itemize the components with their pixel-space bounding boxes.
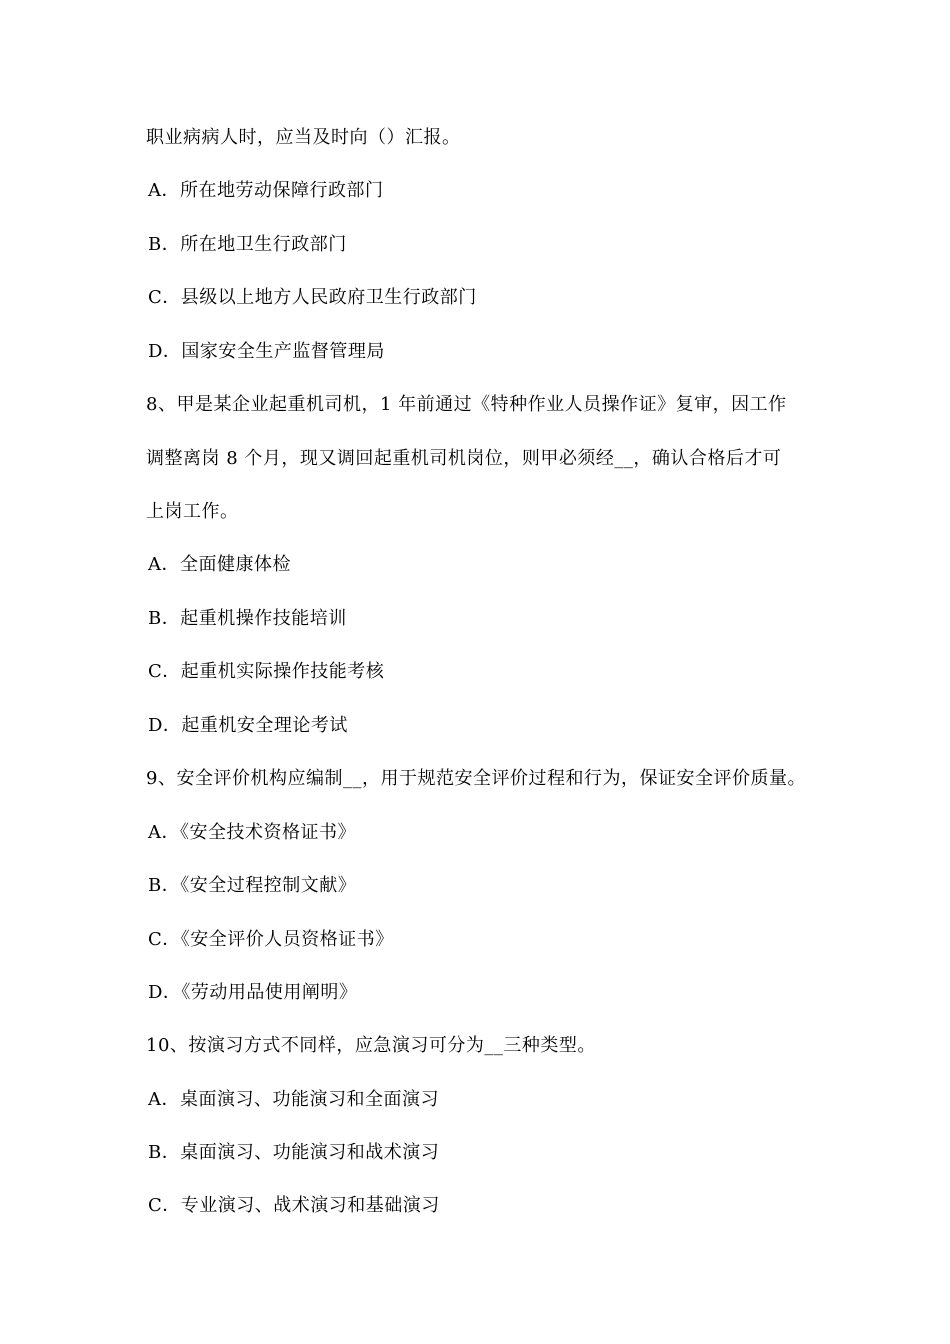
q7-option-a: A．所在地劳动保障行政部门 — [148, 180, 384, 201]
q7-option-b: B．所在地卫生行政部门 — [148, 234, 347, 255]
question-8-stem-line-3: 上岗工作。 — [146, 501, 239, 522]
question-10-stem: 10、按演习方式不同样，应急演习可分为__三种类型。 — [146, 1035, 596, 1056]
q10-option-c: C．专业演习、战术演习和基础演习 — [148, 1195, 440, 1216]
q8-option-c: C．起重机实际操作技能考核 — [148, 661, 385, 682]
question-7-stem-tail: 职业病病人时，应当及时向（）汇报。 — [146, 127, 461, 148]
q9-option-b: B．《安全过程控制文献》 — [148, 875, 357, 896]
q9-option-a: A．《安全技术资格证书》 — [148, 822, 356, 843]
q8-option-b: B．起重机操作技能培训 — [148, 608, 347, 629]
question-9-stem: 9、安全评价机构应编制__，用于规范安全评价过程和行为，保证安全评价质量。 — [146, 768, 806, 789]
q10-option-b: B．桌面演习、功能演习和战术演习 — [148, 1142, 440, 1163]
q8-option-a: A．全面健康体检 — [148, 554, 291, 575]
q7-option-d: D．国家安全生产监督管理局 — [148, 341, 385, 362]
q9-option-c: C．《安全评价人员资格证书》 — [148, 929, 394, 950]
q7-option-c: C．县级以上地方人民政府卫生行政部门 — [148, 287, 477, 308]
q9-option-d: D．《劳动用品使用阐明》 — [148, 982, 358, 1003]
question-8-stem-line-2: 调整离岗 8 个月，现又调回起重机司机岗位，则甲必须经__，确认合格后才可 — [146, 448, 782, 469]
q10-option-a: A．桌面演习、功能演习和全面演习 — [148, 1089, 439, 1110]
question-8-stem-line-1: 8、甲是某企业起重机司机，1 年前通过《特种作业人员操作证》复审，因工作 — [146, 394, 787, 415]
q8-option-d: D．起重机安全理论考试 — [148, 715, 348, 736]
